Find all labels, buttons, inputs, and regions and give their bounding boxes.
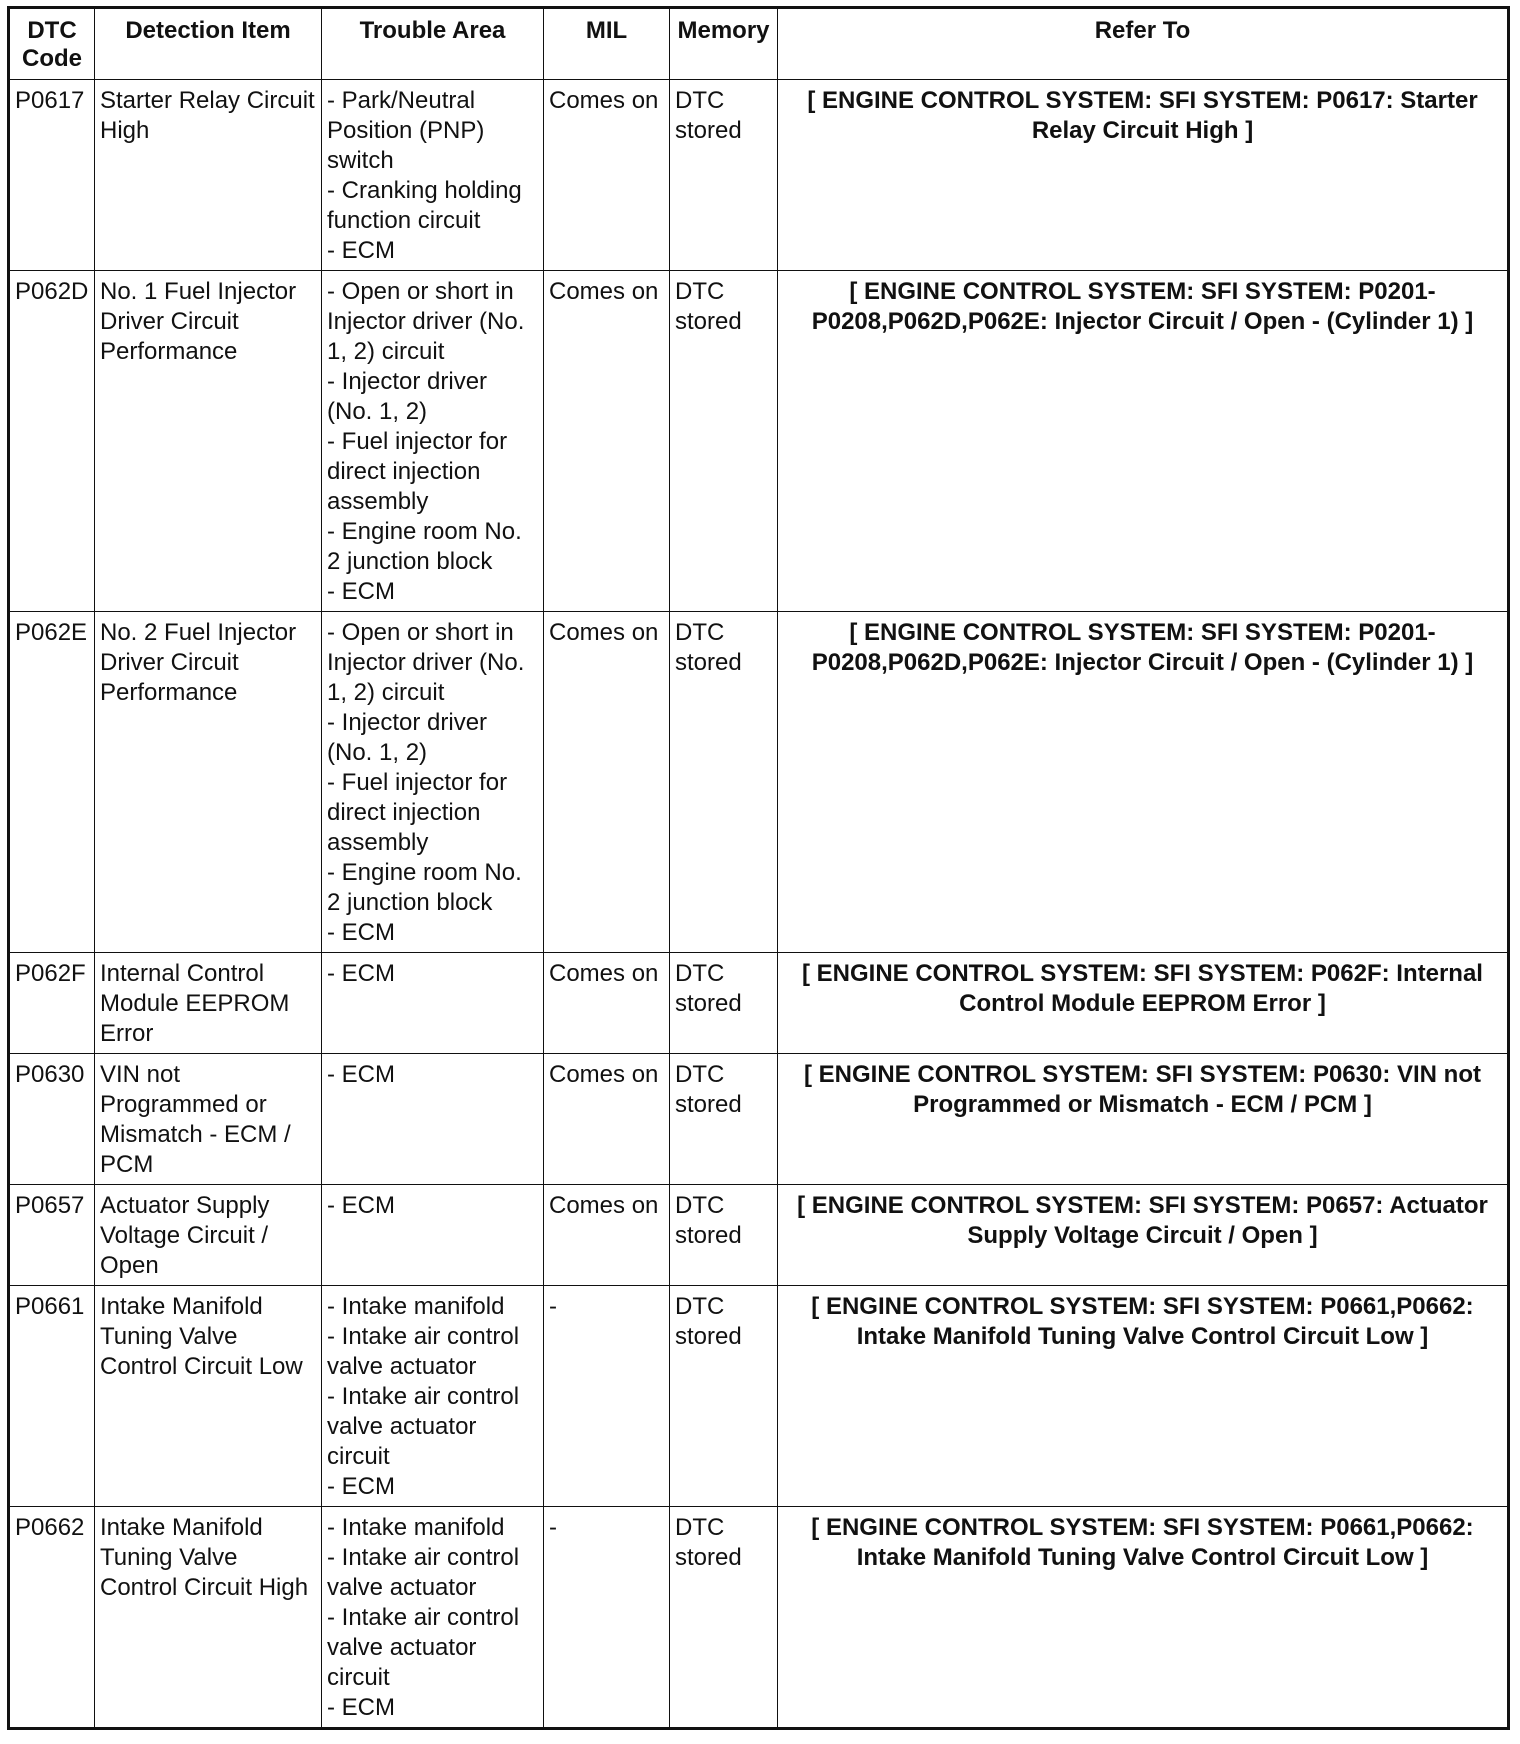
trouble-area-line: - Engine room No. 2 junction block bbox=[327, 859, 522, 916]
header-detection-item: Detection Item bbox=[95, 8, 322, 80]
trouble-area-cell bbox=[322, 1185, 544, 1286]
trouble-area-cell bbox=[322, 80, 544, 271]
refer-to-cell: [ ENGINE CONTROL SYSTEM: SFI SYSTEM: P062F: Internal Control Module EEPROM Error ] bbox=[778, 953, 1509, 1054]
detection-item-cell: No. 1 Fuel Injector Driver Circuit Performance bbox=[95, 271, 322, 612]
detection-item-cell: VIN not Programmed or Mismatch - ECM / PCM bbox=[95, 1054, 322, 1185]
header-mil: MIL bbox=[544, 8, 670, 80]
refer-to-cell: [ ENGINE CONTROL SYSTEM: SFI SYSTEM: P0201-P0208,P062D,P062E: Injector Circuit / Open - (Cylinder 1) ] bbox=[778, 271, 1509, 612]
memory-cell: DTC stored bbox=[670, 1185, 778, 1286]
refer-to-cell: [ ENGINE CONTROL SYSTEM: SFI SYSTEM: P0661,P0662: Intake Manifold Tuning Valve Control Circuit Low ] bbox=[778, 1286, 1509, 1507]
trouble-area-line: - Open or short in Injector driver (No. 1, 2) circuit bbox=[327, 619, 525, 706]
detection-item-cell: Actuator Supply Voltage Circuit / Open bbox=[95, 1185, 322, 1286]
dtc-code-cell: P0617 bbox=[9, 80, 95, 271]
detection-item-cell: Intake Manifold Tuning Valve Control Circuit Low bbox=[95, 1286, 322, 1507]
table-row bbox=[9, 1507, 1509, 1729]
trouble-area-line: - Intake manifold bbox=[327, 1514, 505, 1541]
mil-cell: Comes on bbox=[544, 271, 670, 612]
table-row bbox=[9, 953, 1509, 1054]
trouble-area-line: - Intake air control valve actuator circuit bbox=[327, 1604, 520, 1691]
trouble-area-cell bbox=[322, 953, 544, 1054]
trouble-area-cell bbox=[322, 1507, 544, 1729]
trouble-area-cell bbox=[322, 612, 544, 953]
memory-cell: DTC stored bbox=[670, 1286, 778, 1507]
dtc-code-cell: P062E bbox=[9, 612, 95, 953]
table-row bbox=[9, 80, 1509, 271]
header-refer-to: Refer To bbox=[778, 8, 1509, 80]
mil-cell: Comes on bbox=[544, 953, 670, 1054]
memory-cell: DTC stored bbox=[670, 612, 778, 953]
dtc-code-cell: P062F bbox=[9, 953, 95, 1054]
trouble-area-line: - ECM bbox=[327, 1473, 395, 1500]
trouble-area-line: - Injector driver (No. 1, 2) bbox=[327, 368, 488, 425]
trouble-area-line: - ECM bbox=[327, 1061, 395, 1088]
trouble-area-line: - Intake air control valve actuator bbox=[327, 1323, 520, 1380]
mil-cell: Comes on bbox=[544, 612, 670, 953]
trouble-area-line: - Intake air control valve actuator circuit bbox=[327, 1383, 520, 1470]
mil-cell: Comes on bbox=[544, 1054, 670, 1185]
mil-cell: Comes on bbox=[544, 1185, 670, 1286]
trouble-area-line: - ECM bbox=[327, 237, 395, 264]
refer-to-cell: [ ENGINE CONTROL SYSTEM: SFI SYSTEM: P0201-P0208,P062D,P062E: Injector Circuit / Open - (Cylinder 1) ] bbox=[778, 612, 1509, 953]
memory-cell: DTC stored bbox=[670, 953, 778, 1054]
mil-cell: - bbox=[544, 1507, 670, 1729]
trouble-area-line: - Open or short in Injector driver (No. 1, 2) circuit bbox=[327, 278, 525, 365]
table-row bbox=[9, 271, 1509, 612]
memory-cell: DTC stored bbox=[670, 1507, 778, 1729]
trouble-area-line: - Cranking holding function circuit bbox=[327, 177, 522, 234]
detection-item-cell: No. 2 Fuel Injector Driver Circuit Performance bbox=[95, 612, 322, 953]
mil-cell: - bbox=[544, 1286, 670, 1507]
dtc-table bbox=[7, 6, 1510, 1730]
trouble-area-line: - Fuel injector for direct injection assembly bbox=[327, 428, 508, 515]
trouble-area-line: - Intake manifold bbox=[327, 1293, 505, 1320]
dtc-code-cell: P0661 bbox=[9, 1286, 95, 1507]
refer-to-cell: [ ENGINE CONTROL SYSTEM: SFI SYSTEM: P0657: Actuator Supply Voltage Circuit / Open ] bbox=[778, 1185, 1509, 1286]
refer-to-cell: [ ENGINE CONTROL SYSTEM: SFI SYSTEM: P0617: Starter Relay Circuit High ] bbox=[778, 80, 1509, 271]
memory-cell: DTC stored bbox=[670, 80, 778, 271]
trouble-area-line: - ECM bbox=[327, 1192, 395, 1219]
trouble-area-line: - Engine room No. 2 junction block bbox=[327, 518, 522, 575]
dtc-code-cell: P0662 bbox=[9, 1507, 95, 1729]
dtc-code-cell: P0630 bbox=[9, 1054, 95, 1185]
trouble-area-line: - Intake air control valve actuator bbox=[327, 1544, 520, 1601]
trouble-area-line: - ECM bbox=[327, 578, 395, 605]
dtc-code-cell: P062D bbox=[9, 271, 95, 612]
trouble-area-line: - Fuel injector for direct injection assembly bbox=[327, 769, 508, 856]
dtc-code-cell: P0657 bbox=[9, 1185, 95, 1286]
trouble-area-line: - ECM bbox=[327, 960, 395, 987]
table-row bbox=[9, 612, 1509, 953]
table-row bbox=[9, 1185, 1509, 1286]
detection-item-cell: Intake Manifold Tuning Valve Control Circuit High bbox=[95, 1507, 322, 1729]
memory-cell: DTC stored bbox=[670, 271, 778, 612]
header-trouble-area: Trouble Area bbox=[322, 8, 544, 80]
header-memory: Memory bbox=[670, 8, 778, 80]
header-dtc-code: DTC Code bbox=[9, 8, 95, 80]
trouble-area-cell bbox=[322, 1054, 544, 1185]
refer-to-cell: [ ENGINE CONTROL SYSTEM: SFI SYSTEM: P0630: VIN not Programmed or Mismatch - ECM / PCM ] bbox=[778, 1054, 1509, 1185]
detection-item-cell: Internal Control Module EEPROM Error bbox=[95, 953, 322, 1054]
mil-cell: Comes on bbox=[544, 80, 670, 271]
trouble-area-cell bbox=[322, 271, 544, 612]
table-body bbox=[9, 80, 1509, 1729]
trouble-area-line: - Injector driver (No. 1, 2) bbox=[327, 709, 488, 766]
detection-item-cell: Starter Relay Circuit High bbox=[95, 80, 322, 271]
table-row bbox=[9, 1286, 1509, 1507]
memory-cell: DTC stored bbox=[670, 1054, 778, 1185]
table-header-row bbox=[9, 8, 1509, 80]
trouble-area-cell bbox=[322, 1286, 544, 1507]
trouble-area-line: - ECM bbox=[327, 1694, 395, 1721]
trouble-area-line: - Park/Neutral Position (PNP) switch bbox=[327, 87, 485, 174]
trouble-area-line: - ECM bbox=[327, 919, 395, 946]
refer-to-cell: [ ENGINE CONTROL SYSTEM: SFI SYSTEM: P0661,P0662: Intake Manifold Tuning Valve Control Circuit Low ] bbox=[778, 1507, 1509, 1729]
table-row bbox=[9, 1054, 1509, 1185]
